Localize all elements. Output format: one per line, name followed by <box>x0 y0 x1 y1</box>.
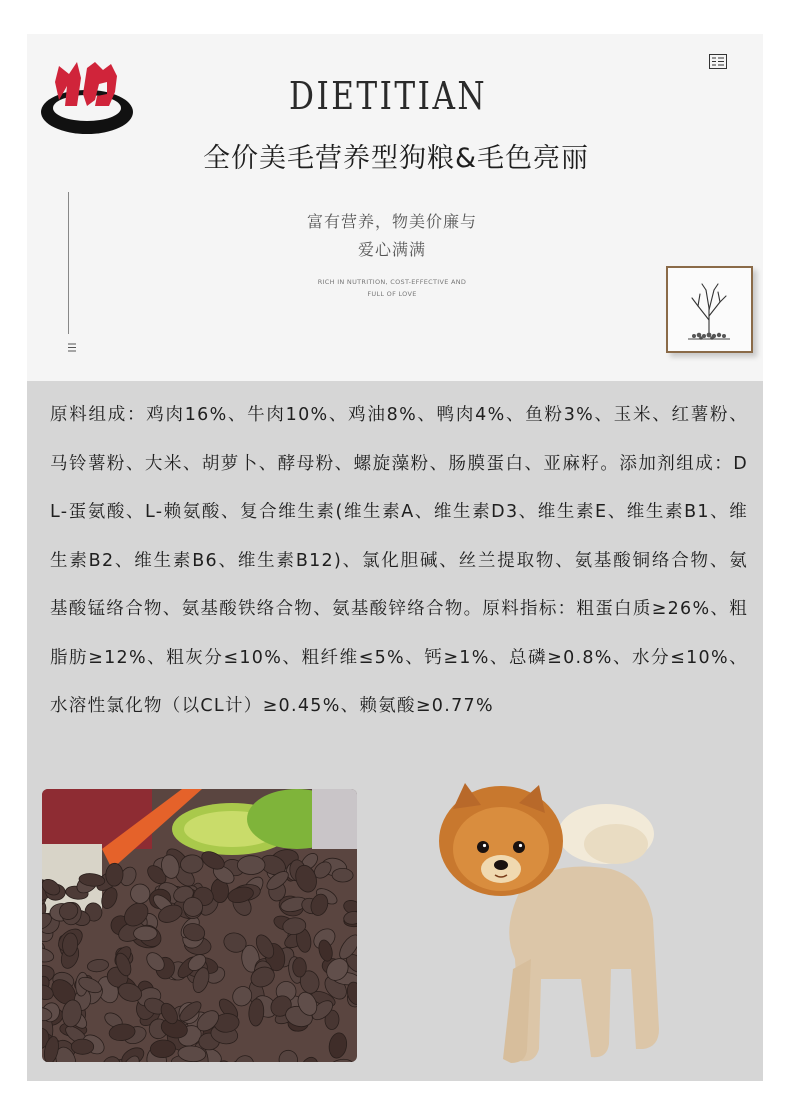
slogan-line-2: 爱心满满 <box>357 240 426 259</box>
ingredients-text: 原料组成：鸡肉16%、牛肉10%、鸡油8%、鸭肉4%、鱼粉3%、玉米、红薯粉、马铃薯粉、大米、胡萝卜、酵母粉、螺旋藻粉、肠膜蛋白、亚麻籽。添加剂组成：DL-蛋氨酸、L-赖氨酸、复合维生素(维生素A、维生素D3、维生素E、维生素B1、维生素B2、维生素B6、维生素B12)、氯化胆碱、丝兰提取物、氨基酸铜络合物、氨基酸锰络合物、氨基酸铁络合物、氨基酸锌络合物。原料指标：粗蛋白质≥26%、粗脂肪≥12%、粗灰分≤10%、粗纤维≤5%、钙≥1%、总磷≥0.8%、水分≤10%、水溶性氯化物（以CL计）≥0.45%、赖氨酸≥0.77% <box>50 405 748 716</box>
decorative-vertical-line <box>68 192 69 334</box>
slogan-english <box>307 276 477 300</box>
hamburger-icon <box>68 343 76 352</box>
slogan-en-line-1: RICH IN NUTRITION, COST-EFFECTIVE AND <box>317 278 467 286</box>
brand-logo <box>37 48 137 140</box>
ingredients-panel <box>27 381 763 1081</box>
pomeranian-dog-photo <box>431 779 681 1079</box>
brand-title: DIETITIAN <box>289 74 488 118</box>
framed-tree-picture <box>666 266 753 353</box>
dog-food-kibble-photo <box>42 789 357 1062</box>
list-menu-icon[interactable] <box>709 54 727 69</box>
header-panel <box>27 34 763 381</box>
product-headline: 全价美毛营养型狗粮&毛色亮丽 <box>203 143 590 174</box>
slogan-en-line-2: FULL OF LOVE <box>367 290 417 298</box>
slogan-line-1: 富有营养，物美价廉与 <box>306 212 477 231</box>
slogan <box>292 208 492 264</box>
